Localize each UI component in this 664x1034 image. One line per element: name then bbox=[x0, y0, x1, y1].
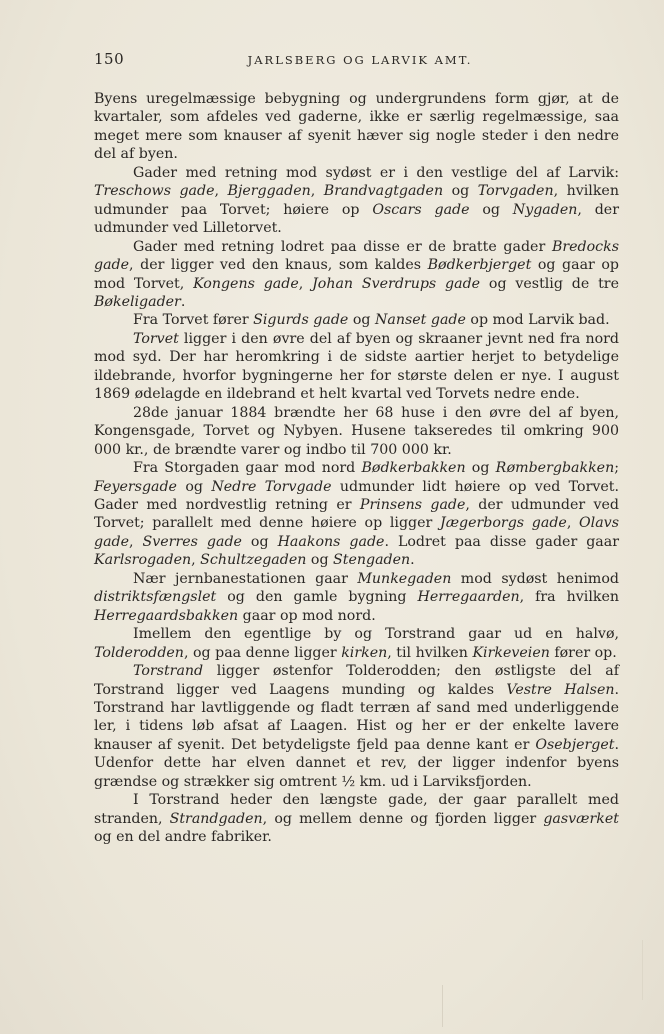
italic-term: Torvgaden bbox=[477, 183, 554, 200]
page-number: 150 bbox=[94, 50, 125, 68]
italic-term: Strandgaden bbox=[169, 810, 263, 827]
text-run: ligger østenfor Tolderodden; den østligste del af Torstrand ligger ved Laagens munding og kaldes bbox=[94, 663, 619, 698]
italic-term: Schultzegaden bbox=[200, 552, 307, 569]
paragraph bbox=[94, 791, 619, 846]
text-run: , og paa denne ligger bbox=[183, 644, 342, 661]
text-run: . Lodret paa disse gader gaar bbox=[384, 533, 620, 550]
italic-term: Bødkerbakken bbox=[361, 460, 466, 477]
text-run: , og mellem denne og fjorden ligger bbox=[262, 810, 544, 827]
text-run: Fra Storgaden gaar mod nord bbox=[133, 460, 362, 477]
text-run: udmunder lidt høiere op ved Torvet. Gader med nordvestlig retning er bbox=[94, 478, 619, 513]
text-run: Gader med retning lodret paa disse er de bratte gader bbox=[133, 238, 552, 255]
text-run: og bbox=[469, 201, 513, 218]
italic-term: Nedre Torvgade bbox=[211, 478, 332, 495]
italic-term: Sverres gade bbox=[142, 533, 242, 550]
text-run: , der udmunder ved Lilletorvet. bbox=[94, 201, 619, 237]
scan-artifact bbox=[442, 985, 443, 1027]
italic-term: Stengaden bbox=[333, 552, 411, 569]
text-run: og en del andre fabriker. bbox=[94, 829, 272, 846]
text-run: og bbox=[465, 460, 496, 477]
text-run: , bbox=[566, 515, 580, 532]
italic-term: kirken bbox=[341, 644, 388, 661]
italic-term: Torvet bbox=[133, 330, 179, 347]
text-run: , bbox=[191, 552, 201, 569]
italic-term: Nanset gade bbox=[374, 312, 466, 329]
italic-term: Kirkeveien bbox=[472, 644, 550, 661]
italic-term: Johan Sverdrups gade bbox=[312, 275, 481, 292]
italic-term: Herregaarden bbox=[417, 589, 520, 606]
text-run: og bbox=[241, 533, 278, 550]
text-run: . Torstrand har lavtliggende og fladt terræn af sand med underliggende ler, i tidens løb afsat af Laagen. Hist og her er der enkelte lavere knauser af syenit. Det betydeligste fjeld paa denne kant er bbox=[94, 681, 619, 753]
body-text bbox=[94, 90, 619, 847]
running-title: JARLSBERG OG LARVIK AMT. bbox=[247, 53, 473, 67]
italic-term: Olavs gade bbox=[94, 515, 619, 550]
paragraph bbox=[94, 459, 619, 570]
italic-term: Brandvagtgaden bbox=[323, 183, 444, 200]
text-run: Imellem den egentlige by og Torstrand gaar ud en halvø, bbox=[133, 626, 619, 643]
text-run: Nær jernbanestationen gaar bbox=[133, 570, 358, 587]
italic-term: Herregaardsbakken bbox=[94, 607, 239, 624]
text-run: 28de januar 1884 brændte her 68 huse i den øvre del af byen, Kongensgade, Torvet og Nybyen. Husene takseredes til omkring 900 000 kr., de brændte varer og indbo til 700 000 kr. bbox=[94, 404, 619, 458]
italic-term: Bødkerbjerget bbox=[427, 257, 532, 274]
text-run: og bbox=[306, 552, 334, 569]
italic-term: Prinsens gade bbox=[359, 496, 466, 513]
italic-term: Rømbergbakken bbox=[495, 460, 615, 477]
italic-term: Bøkeligader bbox=[94, 293, 181, 310]
text-run: op mod Larvik bad. bbox=[465, 312, 610, 329]
scan-artifact bbox=[642, 940, 664, 1000]
text-run: ; bbox=[614, 460, 619, 477]
italic-term: Oscars gade bbox=[372, 201, 470, 218]
text-run: Byens uregelmæssige bebygning og undergrundens form gjør, at de kvartaler, som afdeles ved gaderne, ikke er særlig regelmæssige, saa meget mere som knauser af syenit hæver sig nogle steder i den nedre del af byen. bbox=[94, 91, 619, 163]
text-run: , der udmunder ved Torvet; parallelt med denne høiere op ligger bbox=[94, 496, 619, 532]
text-run: gaar op mod nord. bbox=[238, 607, 376, 624]
paragraph bbox=[94, 662, 619, 791]
text-run: ligger i den øvre del af byen og skraaner jevnt ned fra nord mod syd. Der har heromkring i de sidste aartier herjet to betydelige ildebrande, hvorfor bygningerne her for største delen er nye. I august 1869 ødelagde en ildebrand et helt kvartal ved Torvets nedre ende. bbox=[94, 330, 619, 403]
paragraph bbox=[94, 164, 619, 238]
text-run: . Udenfor dette har elven dannet et rev, der ligger indenfor byens grændse og strækker sig omtrent ½ km. ud i Larviksfjorden. bbox=[94, 736, 619, 790]
text-run: og vestlig de tre bbox=[480, 275, 619, 292]
italic-term: Bjerggaden bbox=[227, 183, 311, 200]
text-run: , bbox=[298, 275, 313, 292]
text-run: . bbox=[180, 293, 186, 310]
text-run: , bbox=[129, 533, 143, 550]
text-run: . bbox=[410, 552, 415, 569]
italic-term: Osebjerget bbox=[535, 736, 615, 753]
page-header bbox=[94, 50, 626, 72]
text-run: og bbox=[443, 183, 478, 200]
paragraph bbox=[94, 238, 619, 312]
text-run: , bbox=[310, 183, 324, 200]
text-run: og den gamle bygning bbox=[216, 589, 418, 606]
text-run: og bbox=[176, 478, 212, 495]
text-run: Gader med retning mod sydøst er i den vestlige del af Larvik: bbox=[133, 164, 619, 181]
italic-term: Tolderodden bbox=[94, 644, 184, 661]
paragraph bbox=[94, 625, 619, 662]
text-run: mod sydøst henimod bbox=[451, 570, 619, 587]
text-run: , der ligger ved den knaus, som kaldes bbox=[129, 257, 428, 274]
italic-term: Jægerborgs gade bbox=[440, 515, 567, 532]
text-run: , hvilken udmunder paa Torvet; høiere op bbox=[94, 183, 619, 218]
text-run: , til hvilken bbox=[387, 644, 473, 661]
text-run: , fra hvilken bbox=[519, 589, 619, 606]
italic-term: Bredocks gade bbox=[94, 238, 619, 274]
italic-term: Sigurds gade bbox=[253, 312, 349, 329]
italic-term: Nygaden bbox=[512, 201, 578, 218]
text-run: , bbox=[214, 183, 228, 200]
italic-term: Haakons gade bbox=[277, 533, 385, 550]
italic-term: gasværket bbox=[543, 810, 619, 827]
paragraph bbox=[94, 330, 619, 404]
italic-term: Feyersgade bbox=[94, 478, 177, 495]
italic-term: Torstrand bbox=[133, 663, 204, 680]
text-run: fører op. bbox=[549, 644, 617, 661]
paragraph bbox=[94, 90, 619, 164]
italic-term: Treschows gade bbox=[94, 183, 215, 200]
paragraph bbox=[94, 570, 619, 625]
italic-term: Munkegaden bbox=[357, 570, 452, 587]
italic-term: distriktsfængslet bbox=[94, 589, 217, 606]
paragraph bbox=[94, 311, 619, 329]
text-run: I Torstrand heder den længste gade, der gaar parallelt med stranden, bbox=[94, 792, 619, 827]
italic-term: Karlsrogaden bbox=[94, 552, 192, 569]
text-run: Fra Torvet fører bbox=[133, 312, 254, 329]
paragraph bbox=[94, 404, 619, 459]
text-run: og gaar op mod Torvet, bbox=[94, 257, 620, 292]
text-run: og bbox=[348, 312, 375, 329]
italic-term: Kongens gade bbox=[193, 275, 299, 292]
italic-term: Vestre Halsen bbox=[506, 681, 615, 698]
